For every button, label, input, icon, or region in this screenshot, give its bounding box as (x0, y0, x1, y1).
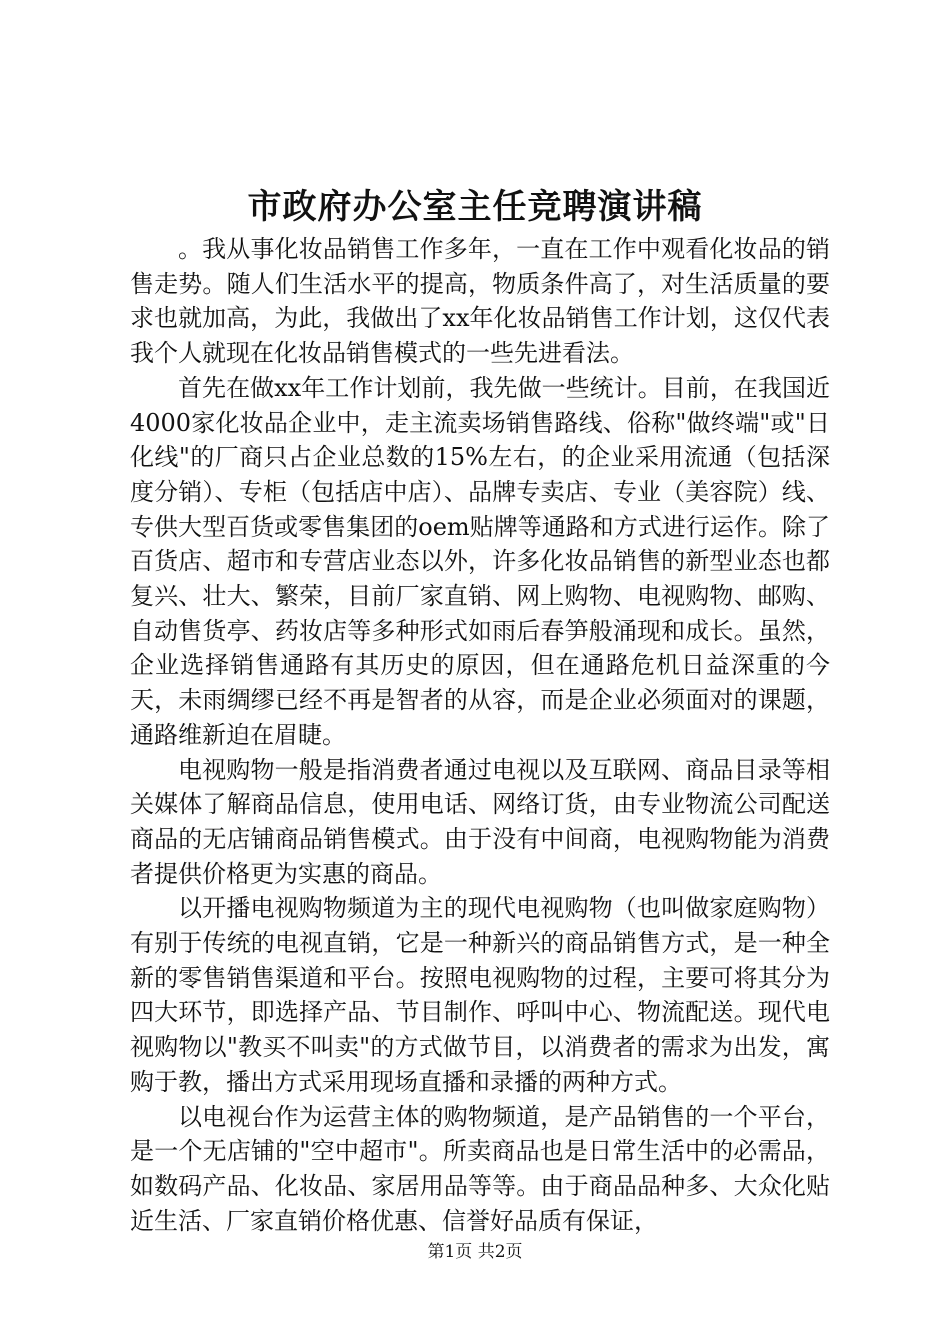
paragraph-5: 以电视台作为运营主体的购物频道，是产品销售的一个平台，是一个无店铺的"空中超市"。所卖商品也是日常生活中的必需品，如数码产品、化妆品、家居用品等等。由于商品品种多、大众化贴近生活、厂家直销价格优惠、信誉好品质有保证， (130, 1102, 830, 1235)
document-title: 市政府办公室主任竞聘演讲稿 (247, 187, 703, 227)
paragraph-3: 电视购物一般是指消费者通过电视以及互联网、商品目录等相关媒体了解商品信息，使用电话、网络订货，由专业物流公司配送商品的无店铺商品销售模式。由于没有中间商，电视购物能为消费者提供价格更为实惠的商品。 (130, 755, 830, 888)
paragraph-4: 以开播电视购物频道为主的现代电视购物（也叫做家庭购物）有别于传统的电视直销，它是一种新兴的商品销售方式，是一种全新的零售销售渠道和平台。按照电视购物的过程，主要可将其分为四大环节，即选择产品、节目制作、呼叫中心、物流配送。现代电视购物以"教买不叫卖"的方式做节目，以消费者的需求为出发，寓购于教，播出方式采用现场直播和录播的两种方式。 (130, 894, 830, 1096)
page-footer: 第1页 共2页 (427, 1242, 523, 1262)
paragraph-2: 首先在做xx年工作计划前，我先做一些统计。目前，在我国近4000家化妆品企业中，走主流卖场销售路线、俗称"做终端"或"日化线"的厂商只占企业总数的15%左右，的企业采用流通（包括深度分销）、专柜（包括店中店）、品牌专卖店、专业（美容院）线、专供大型百货或零售集团的oem贴牌等通路和方式进行运作。除了百货店、超市和专营店业态以外，许多化妆品销售的新型业态也都复兴、壮大、繁荣，目前厂家直销、网上购物、电视购物、邮购、自动售货亭、药妆店等多种形式如雨后春笋般涌现和成长。虽然，企业选择销售通路有其历史的原因，但在通路危机日益深重的今天，未雨绸缪已经不再是智者的从容，而是企业必须面对的课题，通路维新迫在眉睫。 (130, 373, 830, 749)
paragraph-1: 。我从事化妆品销售工作多年，一直在工作中观看化妆品的销售走势。随人们生活水平的提高，物质条件高了，对生活质量的要求也就加高，为此，我做出了xx年化妆品销售工作计划，这仅代表我个人就现在化妆品销售模式的一些先进看法。 (130, 235, 830, 368)
document-body (130, 232, 830, 1238)
